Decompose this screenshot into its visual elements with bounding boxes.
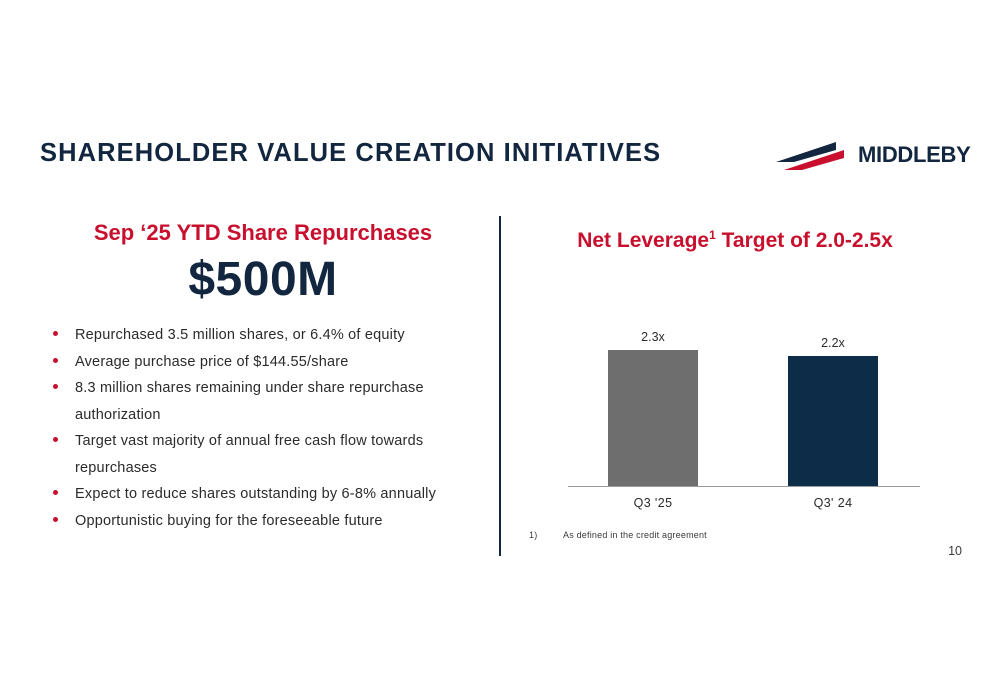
bar-q3-25 <box>608 330 698 486</box>
list-item-text: 8.3 million shares remaining under share repurchase authorization <box>75 380 424 423</box>
logo-wordmark: MIDDLEBY <box>858 142 971 167</box>
list-item <box>47 375 477 428</box>
right-heading-part1: Net Leverage <box>577 229 710 252</box>
list-item-text: Expect to reduce shares outstanding by 6-8% annually <box>75 486 437 502</box>
list-item <box>47 481 477 508</box>
list-item-text: Target vast majority of annual free cash flow towards repurchases <box>75 433 424 476</box>
bullet-dot-icon <box>53 437 58 442</box>
chart-footnote <box>529 530 707 540</box>
right-heading-part2: Target of 2.0-2.5x <box>715 229 893 252</box>
footnote-number: 1) <box>529 530 538 540</box>
chart-axis-line <box>568 486 920 487</box>
bullet-dot-icon <box>53 358 58 363</box>
logo-mark-icon <box>774 140 856 172</box>
list-item <box>47 428 477 481</box>
bullet-list <box>47 322 477 534</box>
list-item-text: Repurchased 3.5 million shares, or 6.4% of equity <box>75 327 405 343</box>
bullet-dot-icon <box>53 384 58 389</box>
left-heading: Sep ‘25 YTD Share Repurchases <box>93 220 433 245</box>
list-item <box>47 322 477 349</box>
column-divider <box>499 216 501 556</box>
repurchase-total: $500M <box>188 253 338 306</box>
list-item-text: Opportunistic buying for the foreseeable future <box>75 512 383 529</box>
footnote-text: As defined in the credit agreement <box>563 530 707 540</box>
bar-q3-24 <box>788 336 878 486</box>
right-heading <box>530 221 940 255</box>
list-item <box>47 508 477 535</box>
page-number: 10 <box>948 544 962 558</box>
list-item <box>47 349 477 376</box>
bar-category-label: Q3' 24 <box>813 496 853 510</box>
bar-category-label: Q3 '25 <box>633 496 673 510</box>
middleby-logo <box>774 138 971 174</box>
bullet-dot-icon <box>53 331 58 336</box>
bullet-dot-icon <box>53 517 58 522</box>
list-item-text: Average purchase price of $144.55/share <box>75 353 349 370</box>
bar-value-label: 2.2x <box>821 336 845 350</box>
bar-value-label: 2.3x <box>641 330 665 344</box>
footnote-marker: 1 <box>709 228 716 242</box>
net-leverage-bar-chart <box>530 300 950 515</box>
bullet-dot-icon <box>53 490 58 495</box>
page-title: SHAREHOLDER VALUE CREATION INITIATIVES <box>40 139 662 167</box>
